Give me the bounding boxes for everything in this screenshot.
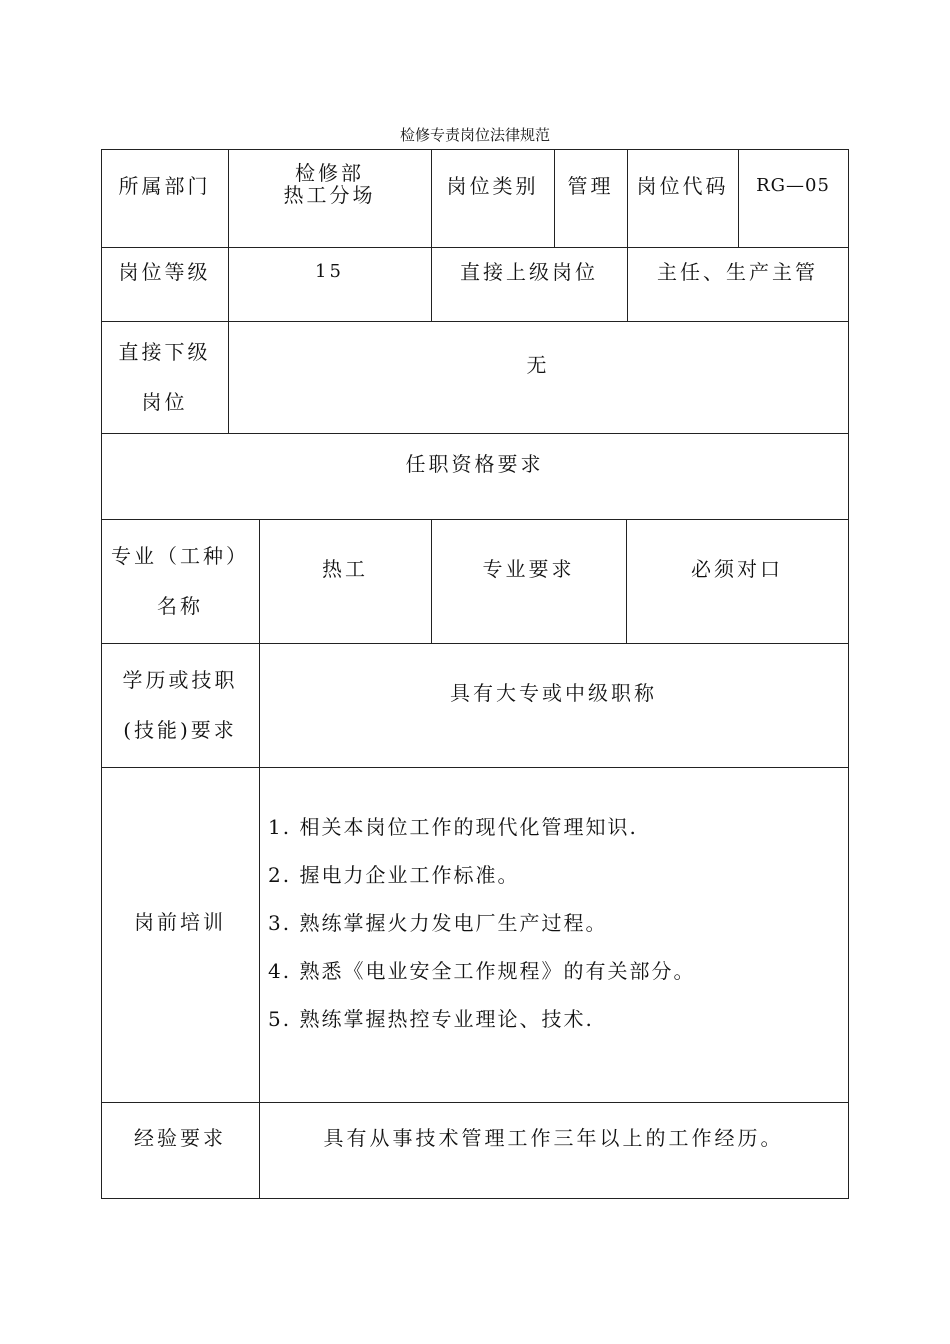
section-title: 任职资格要求 <box>405 452 544 476</box>
education-label <box>101 643 259 767</box>
document-title: 检修专责岗位法律规范 <box>399 126 550 144</box>
major-value: 热工 <box>322 557 368 581</box>
code-label: 岗位代码 <box>636 174 729 198</box>
dept-value-line-1: 检修部 <box>295 161 364 185</box>
major-label <box>101 519 259 643</box>
category-label: 岗位类别 <box>446 174 539 198</box>
major-requirement-value: 必须对口 <box>691 557 783 581</box>
category-value: 管理 <box>567 174 614 198</box>
education-label-line-2: (技能)要求 <box>123 718 237 742</box>
grade-label: 岗位等级 <box>118 260 211 284</box>
code-value: RG—05 <box>756 175 830 197</box>
subordinate-label-line-2: 岗位 <box>141 390 188 414</box>
major-requirement-label: 专业要求 <box>482 557 575 581</box>
experience-value: 具有从事技术管理工作三年以上的工作经历。 <box>323 1126 784 1150</box>
dept-label: 所属部门 <box>118 174 211 198</box>
grade-value: 15 <box>315 261 344 283</box>
superior-value: 主任、生产主管 <box>657 260 818 284</box>
superior-label: 直接上级岗位 <box>460 260 598 284</box>
subordinate-value: 无 <box>526 353 550 377</box>
training-item: 2. 握电力企业工作标准。 <box>268 863 520 887</box>
education-label-line-1: 学历或技职 <box>122 668 238 692</box>
training-label: 岗前培训 <box>134 910 226 934</box>
training-list <box>268 812 838 1052</box>
education-value: 具有大专或中级职称 <box>450 681 657 705</box>
training-item: 3. 熟练掌握火力发电厂生产过程。 <box>268 911 608 935</box>
training-item: 1. 相关本岗位工作的现代化管理知识. <box>268 815 638 839</box>
major-label-line-2: 名称 <box>157 594 203 618</box>
experience-label: 经验要求 <box>134 1126 226 1150</box>
dept-value <box>228 149 431 247</box>
training-item: 4. 熟悉《电业安全工作规程》的有关部分。 <box>268 959 696 983</box>
training-item: 5. 熟练掌握热控专业理论、技术. <box>268 1007 594 1031</box>
major-label-line-1: 专业（工种） <box>111 544 249 568</box>
subordinate-label-line-1: 直接下级 <box>118 340 211 364</box>
subordinate-label <box>101 321 228 433</box>
dept-value-line-2: 热工分场 <box>283 183 376 207</box>
